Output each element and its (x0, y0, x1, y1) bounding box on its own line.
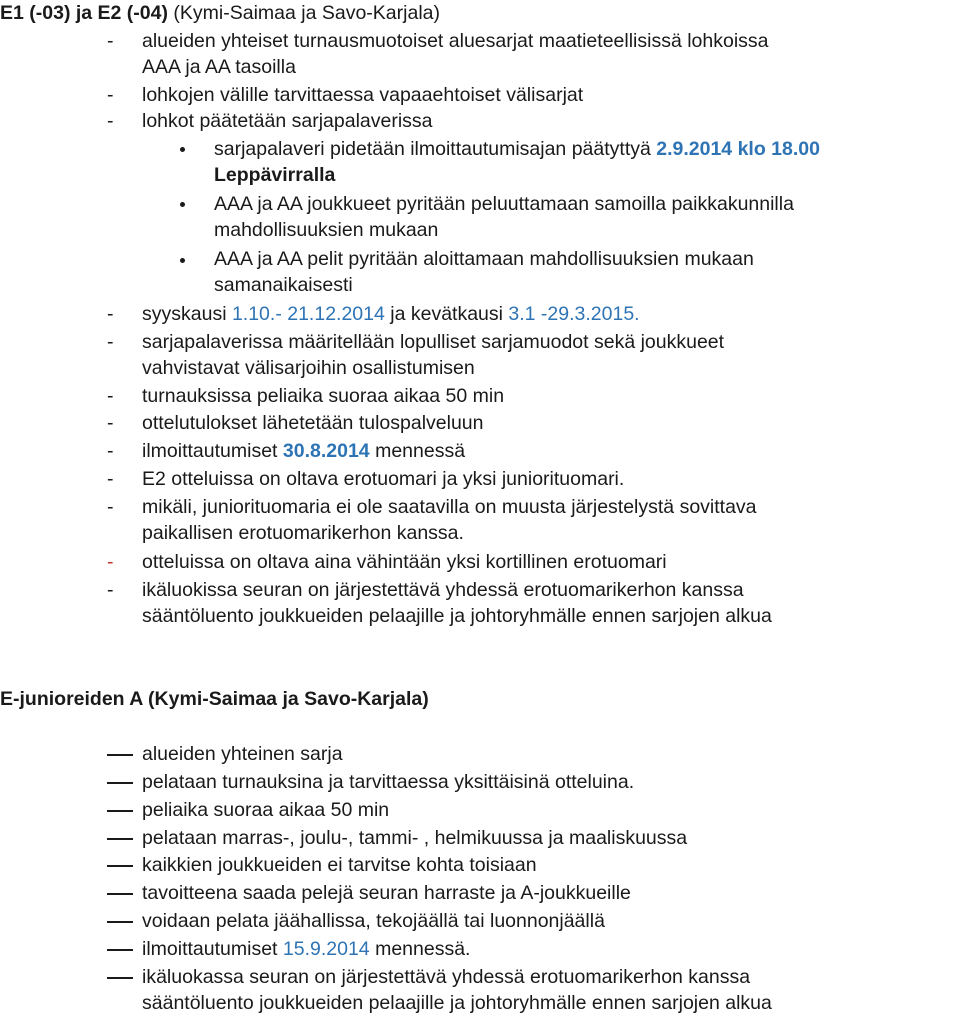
registration-date: 30.8.2014 (282, 440, 370, 462)
sub-list-item (214, 136, 820, 162)
list-item (142, 936, 470, 962)
list-item-cont: AAA ja AA tasoilla (142, 56, 296, 78)
list-item: ikäluokassa seuran on järjestettävä yhdessä erotuomarikerhon kanssa (142, 966, 751, 988)
list-item-text: ilmoittautumiset (142, 938, 283, 960)
section2-heading: E-junioreiden A (Kymi-Saimaa ja Savo-Karjala) (0, 688, 429, 710)
list-item-text: syyskausi (142, 303, 232, 325)
list-item: ikäluokissa seuran on järjestettävä yhdessä erotuomarikerhon kanssa (142, 579, 744, 601)
dash-marker: - (107, 440, 114, 462)
list-item: pelataan turnauksina ja tarvittaessa yksittäisinä otteluina. (142, 771, 635, 793)
list-item: peliaika suoraa aikaa 50 min (142, 799, 390, 821)
list-item-cont: sääntöluento joukkueiden pelaajille ja johtoryhmälle ennen sarjojen alkua (142, 605, 772, 627)
list-item: alueiden yhteiset turnausmuotoiset aluesarjat maatieteellisissä lohkoissa (142, 30, 769, 52)
dash-marker: - (107, 579, 114, 601)
section1-heading-rest: (Kymi-Saimaa ja Savo-Karjala) (167, 2, 440, 24)
list-item: E2 otteluissa on oltava erotuomari ja yksi juniorituomari. (142, 468, 625, 490)
list-item: tavoitteena saada pelejä seuran harraste ja A-joukkueille (142, 882, 631, 904)
list-item-text: ilmoittautumiset (142, 440, 283, 462)
dash-marker (107, 921, 133, 923)
sub-list-item-text: sarjapalaveri pidetään ilmoittautumisajan päätyttyä (214, 138, 657, 160)
list-item-cont: vahvistavat välisarjoihin osallistumisen (142, 357, 475, 379)
dash-marker (107, 810, 133, 812)
dash-marker: - (107, 468, 114, 490)
list-item: kaikkien joukkueiden ei tarvitse kohta toisiaan (142, 854, 537, 876)
list-item: voidaan pelata jäähallissa, tekojäällä tai luonnonjäällä (142, 910, 605, 932)
list-item: lohkot päätetään sarjapalaverissa (142, 110, 433, 132)
dash-marker: - (107, 110, 114, 132)
dash-marker: - (107, 385, 114, 407)
dash-marker (107, 949, 133, 951)
autumn-dates: 1.10.- 21.12.2014 (231, 303, 385, 325)
dash-marker (107, 782, 133, 784)
bullet-icon (180, 147, 185, 152)
list-item-text-mid: ja kevätkausi (384, 303, 509, 325)
list-item: turnauksissa peliaika suoraa aikaa 50 min (142, 385, 505, 407)
list-item: pelataan marras-, joulu-, tammi- , helmikuussa ja maaliskuussa (142, 827, 688, 849)
dash-marker: - (107, 303, 114, 325)
spring-dates: 3.1 -29.3.2015. (508, 303, 640, 325)
sub-list-item: AAA ja AA joukkueet pyritään peluuttamaan samoilla paikkakunnilla (214, 193, 794, 215)
meeting-date: 2.9.2014 klo 18.00 (656, 138, 820, 160)
dash-marker (107, 838, 133, 840)
registration-date: 15.9.2014 (282, 938, 370, 960)
dash-marker: - (107, 412, 114, 434)
dash-marker: - (107, 30, 114, 52)
list-item: ottelutulokset lähetetään tulospalveluun (142, 412, 484, 434)
list-item: otteluissa on oltava aina vähintään yksi kortillinen erotuomari (142, 551, 667, 573)
sub-list-item: AAA ja AA pelit pyritään aloittamaan mahdollisuuksien mukaan (214, 248, 754, 270)
sub-list-item-cont: Leppävirralla (214, 164, 336, 186)
dash-marker: - (107, 84, 114, 106)
list-item-text-end: mennessä. (369, 938, 471, 960)
list-item (142, 438, 465, 464)
list-item-text-end: mennessä (369, 440, 466, 462)
list-item: mikäli, juniorituomaria ei ole saatavilla on muusta järjestelystä sovittava (142, 496, 757, 518)
dash-marker: - (107, 496, 114, 518)
section1-heading (0, 0, 440, 26)
sub-list-item-cont: mahdollisuuksien mukaan (214, 219, 439, 241)
dash-marker (107, 893, 133, 895)
dash-marker: - (107, 551, 114, 573)
dash-marker: - (107, 331, 114, 353)
bullet-icon (180, 258, 185, 263)
list-item-cont: paikallisen erotuomarikerhon kanssa. (142, 522, 464, 544)
sub-list-item-cont: samanaikaisesti (214, 274, 353, 296)
dash-marker (107, 865, 133, 867)
list-item: sarjapalaverissa määritellään lopulliset sarjamuodot sekä joukkueet (142, 331, 725, 353)
list-item: alueiden yhteinen sarja (142, 743, 343, 765)
list-item-cont: sääntöluento joukkueiden pelaajille ja johtoryhmälle ennen sarjojen alkua (142, 992, 772, 1014)
dash-marker (107, 977, 133, 979)
list-item (142, 301, 640, 327)
bullet-icon (180, 202, 185, 207)
list-item: lohkojen välille tarvittaessa vapaaehtoiset välisarjat (142, 84, 584, 106)
section1-heading-bold: E1 (-03) ja E2 (-04) (0, 2, 168, 24)
dash-marker (107, 754, 133, 756)
